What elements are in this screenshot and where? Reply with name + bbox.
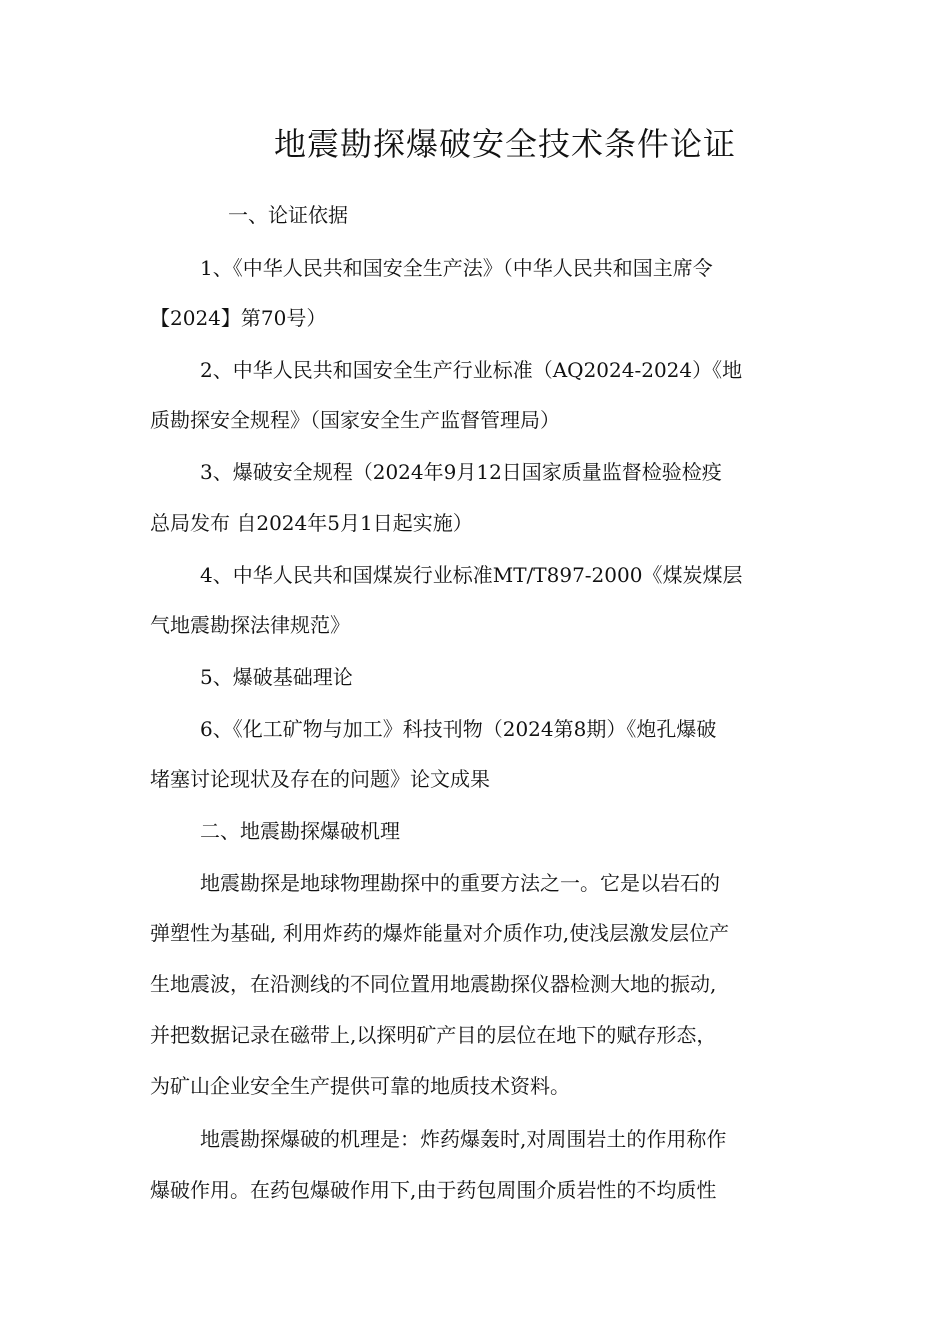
paragraph-line: 并把数据记录在磁带上,以探明矿产目的层位在地下的赋存形态， — [150, 1023, 717, 1047]
paragraph-line: 弹塑性为基础, 利用炸药的爆炸能量对介质作功,使浅层激发层位产 — [150, 921, 730, 945]
paragraph-line: 3、爆破安全规程（2024年9月12日国家质量监督检验检疫 — [200, 460, 722, 484]
paragraph-line: 【2024】第70号） — [150, 306, 327, 330]
paragraph-line: 质勘探安全规程》（国家安全生产监督管理局） — [150, 408, 560, 432]
paragraph-line: 生地震波，在沿测线的不同位置用地震勘探仪器检测大地的振动, — [150, 972, 717, 996]
document-title: 地震勘探爆破安全技术条件论证 — [273, 125, 736, 163]
paragraph-line: 爆破作用。在药包爆破作用下,由于药包周围介质岩性的不均质性 — [150, 1178, 717, 1202]
paragraph-line: 地震勘探爆破的机理是：炸药爆轰时,对周围岩土的作用称作 — [200, 1127, 727, 1151]
paragraph-line: 气地震勘探法律规范》 — [150, 613, 350, 637]
paragraph-line: 1、《中华人民共和国安全生产法》（中华人民共和国主席令 — [200, 256, 713, 280]
section-heading-1: 一、论证依据 — [228, 203, 348, 227]
paragraph-line: 6、《化工矿物与加工》科技刊物（2024第8期）《炮孔爆破 — [200, 717, 717, 741]
paragraph-line: 5、爆破基础理论 — [200, 665, 353, 689]
paragraph-line: 2、中华人民共和国安全生产行业标准（AQ2024-2024）《地 — [200, 358, 743, 382]
paragraph-line: 总局发布 自2024年5月1日起实施） — [150, 511, 473, 535]
paragraph-line: 堵塞讨论现状及存在的问题》论文成果 — [150, 767, 490, 791]
paragraph-line: 地震勘探是地球物理勘探中的重要方法之一。它是以岩石的 — [200, 871, 720, 895]
section-heading-2: 二、地震勘探爆破机理 — [200, 819, 400, 843]
paragraph-line: 4、中华人民共和国煤炭行业标准MT/T897-2000《煤炭煤层 — [200, 563, 743, 587]
paragraph-line: 为矿山企业安全生产提供可靠的地质技术资料。 — [150, 1074, 570, 1098]
